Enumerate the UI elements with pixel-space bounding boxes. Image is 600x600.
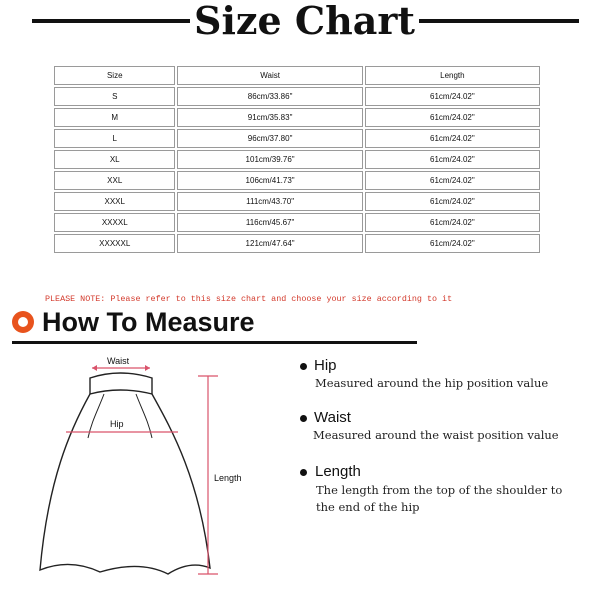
cell-size: M xyxy=(54,108,175,127)
size-chart-header xyxy=(0,0,600,44)
length-bullet-icon xyxy=(300,469,307,476)
table-row xyxy=(54,234,540,253)
cell-size: XXL xyxy=(54,171,175,190)
length-heading: Length xyxy=(315,463,361,480)
cell-length: 61cm/24.02" xyxy=(365,108,540,127)
page-title: Size Chart xyxy=(194,0,415,43)
title-rule-right xyxy=(419,19,579,23)
how-to-measure-title: How To Measure xyxy=(42,307,255,337)
table-row xyxy=(54,171,540,190)
cell-waist: 106cm/41.73" xyxy=(177,171,362,190)
waist-description: Measured around the waist position value xyxy=(313,428,559,442)
length-label: Length xyxy=(214,473,242,483)
table-row xyxy=(54,108,540,127)
hip-heading: Hip xyxy=(314,357,337,374)
cell-length: 61cm/24.02" xyxy=(365,192,540,211)
header-waist: Waist xyxy=(177,66,362,85)
cell-waist: 116cm/45.67" xyxy=(177,213,362,232)
size-table-header-row xyxy=(54,66,540,85)
hip-description: Measured around the hip position value xyxy=(315,376,549,390)
cell-size: XXXXL xyxy=(54,213,175,232)
waist-bullet-icon xyxy=(300,415,307,422)
waist-heading: Waist xyxy=(314,409,351,426)
how-to-measure-underline xyxy=(12,341,417,344)
cell-size: XXXXXL xyxy=(54,234,175,253)
header-length: Length xyxy=(365,66,540,85)
cell-length: 61cm/24.02" xyxy=(365,150,540,169)
waist-label: Waist xyxy=(107,356,130,366)
cell-waist: 96cm/37.80" xyxy=(177,129,362,148)
hip-bullet-icon xyxy=(300,363,307,370)
cell-length: 61cm/24.02" xyxy=(365,171,540,190)
skirt-diagram xyxy=(0,346,270,600)
title-rule-left xyxy=(32,19,190,23)
cell-size: S xyxy=(54,87,175,106)
size-table xyxy=(52,64,542,255)
hip-label: Hip xyxy=(110,419,124,429)
circle-bullet-icon xyxy=(12,311,34,333)
skirt-body xyxy=(40,394,210,574)
size-note: PLEASE NOTE: Please refer to this size chart and choose your size according to it xyxy=(45,294,453,304)
cell-waist: 101cm/39.76" xyxy=(177,150,362,169)
cell-length: 61cm/24.02" xyxy=(365,87,540,106)
table-row xyxy=(54,192,540,211)
cell-length: 61cm/24.02" xyxy=(365,213,540,232)
table-row xyxy=(54,150,540,169)
cell-size: XL xyxy=(54,150,175,169)
table-row xyxy=(54,213,540,232)
length-description-line-1: The length from the top of the shoulder to xyxy=(316,483,563,497)
cell-size: XXXL xyxy=(54,192,175,211)
cell-waist: 111cm/43.70" xyxy=(177,192,362,211)
cell-size: L xyxy=(54,129,175,148)
length-description-line-2: the end of the hip xyxy=(316,500,420,514)
cell-waist: 91cm/35.83" xyxy=(177,108,362,127)
cell-waist: 86cm/33.86" xyxy=(177,87,362,106)
table-row xyxy=(54,129,540,148)
skirt-waistband xyxy=(90,373,152,394)
cell-length: 61cm/24.02" xyxy=(365,129,540,148)
cell-waist: 121cm/47.64" xyxy=(177,234,362,253)
header-size: Size xyxy=(54,66,175,85)
table-row xyxy=(54,87,540,106)
cell-length: 61cm/24.02" xyxy=(365,234,540,253)
